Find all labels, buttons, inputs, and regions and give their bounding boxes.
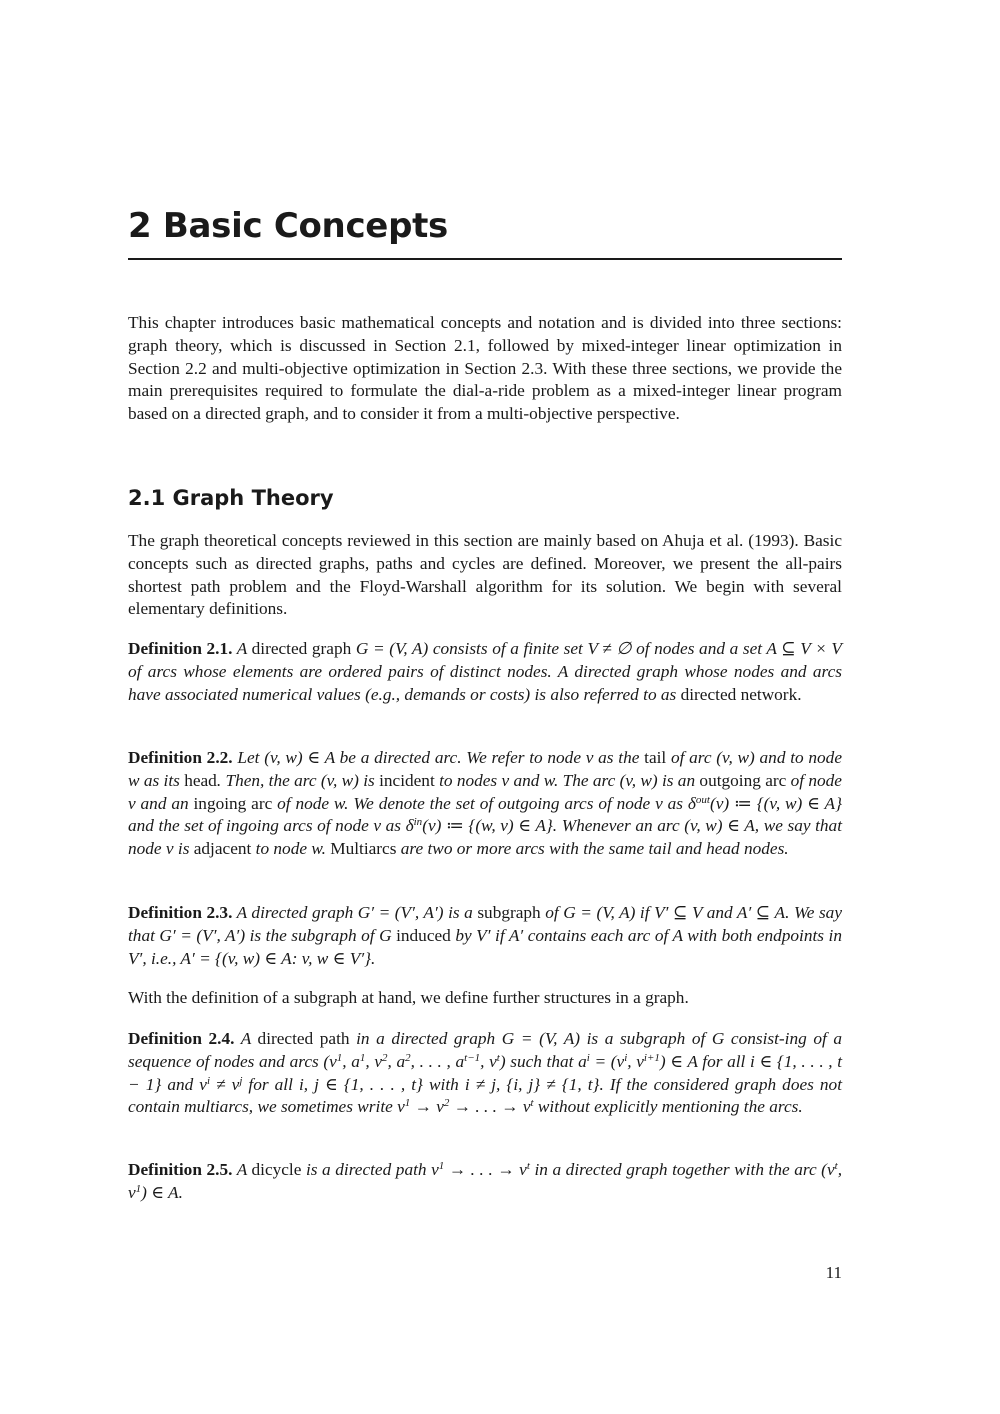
defined-term: subgraph <box>477 903 541 922</box>
definition-2-3: Definition 2.3. A directed graph G′ = (V′, A′) is a subgraph of G = (V, A) if V′ ⊆ V and A′ ⊆ A. We say that G′ = (V′, A′) is the subgraph of G induced by V′ if A′ contains each arc of A with both endpoints in V′, i.e., A′ = {(v, w) ∈ A: v, w ∈ V′}. <box>128 903 842 968</box>
defined-term: directed path <box>257 1029 350 1048</box>
section-intro-paragraph: The graph theoretical concepts reviewed in this section are mainly based on Ahuja et al. (1993). Basic concepts such as directed graphs, paths and cycles are defined. Moreover, we present the all-pairs shortest path problem and the Floyd-Warshall algorithm for its solution. We begin with several elementary definitions. <box>128 531 842 619</box>
page-number: 11 <box>825 1263 842 1282</box>
defined-term: outgoing arc <box>699 770 787 790</box>
definition-2-2: Definition 2.2. Let (v, w) ∈ A be a directed arc. We refer to node v as the tail of arc (v, w) and to node w as its head. Then, the arc (v, w) is incident to nodes v and w. The arc (v, w) is an outgoing arc of node v and an ingoing arc of node w. We denote the set of outgoing arcs of node v as $\delta^{out}(v)$ ≔ {(v, w) ∈ A} and the set of ingoing arcs of node v as $\delta^{in}(v)$ ≔ {(w, v) ∈ A}. Whenever an arc (v, w) ∈ A, we say that node v is adjacent to node w. Multiarcs are two or more arcs with the same tail and head nodes. <box>128 748 842 859</box>
definition-2-5: Definition 2.5. A dicycle is a directed path $v^1$ → . . . → $v^t$ in a directed graph together with the arc ($v^t$, $v^1$) ∈ A. <box>128 1160 843 1202</box>
defined-term: incident <box>379 770 435 790</box>
definition-2-4: Definition 2.4. A directed path in a directed graph G = (V, A) is a subgraph of G consist-ing of a sequence of nodes and arcs ($v^1$, $a^1$, $v^2$, $a^2$, . . . , $a^{t-1}$, $v^t$) such that $a^i = (v^i$, $v^{i+1}$) ∈ A for all i ∈ {1, . . . , t − 1} and $v^i \ne v^j$ for all i, j ∈ {1, . . . , t} with i ≠ j, {i, j} ≠ {1, t}. If the considered graph does not contain multiarcs, we sometimes write $v^1 \to v^2$ → . . . → $v^t$ without explicitly mentioning the arcs. <box>128 1029 843 1117</box>
section-title: 2.1 Graph Theory <box>128 486 334 510</box>
defined-term: directed graph <box>251 639 352 658</box>
chapter-rule <box>128 258 842 260</box>
defined-term: directed network <box>680 684 798 704</box>
defined-term: ingoing arc <box>193 793 273 813</box>
definition-label: Definition 2.2. <box>128 748 233 767</box>
defined-term: Multiarcs <box>330 839 397 859</box>
defined-term: dicycle <box>251 1160 302 1179</box>
intro-paragraph: This chapter introduces basic mathematical concepts and notation and is divided into three sections: graph theory, which is discussed in Section 2.1, followed by mixed-integer linear optimization in Section 2.2 and multi-objective optimization in Section 2.3. With these three sections, we provide the main prerequisites required to formulate the dial-a-ride problem as a mixed-integer linear program based on a directed graph, and to consider it from a multi-objective perspective. <box>128 313 842 424</box>
definition-label: Definition 2.5. <box>128 1160 233 1179</box>
defined-term: head <box>184 770 217 790</box>
chapter-title: 2 Basic Concepts <box>128 206 448 246</box>
definition-label: Definition 2.4. <box>128 1029 235 1048</box>
bridge-paragraph: With the definition of a subgraph at hand, we define further structures in a graph. <box>128 988 689 1007</box>
defined-term: adjacent <box>193 839 252 859</box>
defined-term: induced <box>396 925 451 945</box>
definition-label: Definition 2.3. <box>128 903 233 922</box>
definition-label: Definition 2.1. <box>128 639 233 658</box>
defined-term: tail <box>644 748 667 767</box>
definition-2-1: Definition 2.1. A directed graph G = (V, A) consists of a finite set V ≠ ∅ of nodes and a set A ⊆ V × V of arcs whose elements are ordered pairs of distinct nodes. A directed graph whose nodes and arcs have associated numerical values (e.g., demands or costs) is also referred to as directed network. <box>128 639 842 704</box>
